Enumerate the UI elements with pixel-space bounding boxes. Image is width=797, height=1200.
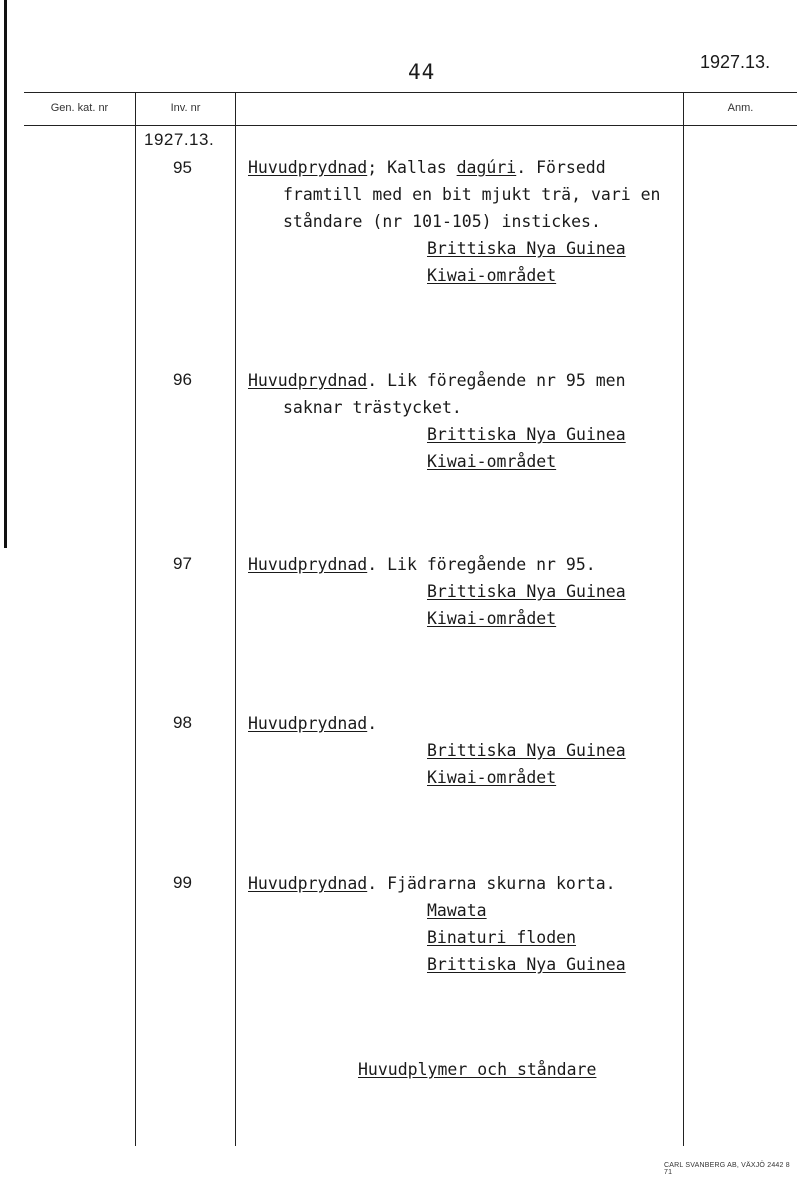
native-term: dagúri: [456, 158, 517, 177]
inventory-number: 99: [173, 873, 192, 892]
place-name: Brittiska Nya Guinea: [427, 955, 626, 974]
section-heading: Huvudplymer och ståndare: [358, 1060, 597, 1079]
column-rule-inv-text: [235, 92, 236, 1146]
entry-line: [248, 367, 626, 394]
inventory-year-label: 1927.13.: [144, 130, 215, 149]
place-name: Brittiska Nya Guinea: [427, 425, 626, 444]
binding-edge-mark: [4, 0, 7, 548]
entry-line: [248, 710, 377, 737]
inventory-number: 96: [173, 370, 192, 389]
entry-line: saknar trästycket.: [283, 398, 462, 417]
place-name: Binaturi floden: [427, 928, 577, 947]
entry-text: .: [367, 714, 378, 733]
table-top-rule: [24, 92, 797, 93]
object-title: Huvudprydnad: [248, 158, 368, 177]
place-name: Mawata: [427, 901, 487, 920]
column-header-gen-kat: Gen. kat. nr: [50, 102, 109, 114]
object-title: Huvudprydnad: [248, 714, 368, 733]
entry-text: . Lik föregående nr 95 men: [367, 371, 626, 390]
entry-line: ståndare (nr 101-105) instickes.: [283, 212, 601, 231]
entry-text: . Försedd: [516, 158, 606, 177]
header-bottom-rule: [24, 125, 797, 126]
entry-text: ; Kallas: [367, 158, 457, 177]
place-name: Kiwai-området: [427, 452, 557, 471]
inventory-number: 98: [173, 713, 192, 732]
entry-line: [248, 870, 616, 897]
place-name: Kiwai-området: [427, 768, 557, 787]
place-name: Brittiska Nya Guinea: [427, 582, 626, 601]
place-name: Brittiska Nya Guinea: [427, 741, 626, 760]
catalog-number: 1927.13.: [700, 52, 771, 72]
place-name: Kiwai-området: [427, 609, 557, 628]
place-name: Brittiska Nya Guinea: [427, 239, 626, 258]
column-header-inv: Inv. nr: [170, 102, 201, 114]
inventory-number: 95: [173, 158, 192, 177]
entry-text: . Lik föregående nr 95.: [367, 555, 596, 574]
object-title: Huvudprydnad: [248, 874, 368, 893]
object-title: Huvudprydnad: [248, 371, 368, 390]
page-number: 44: [408, 60, 436, 84]
entry-line: [248, 154, 606, 181]
entry-text: . Fjädrarna skurna korta.: [367, 874, 616, 893]
place-name: Kiwai-området: [427, 266, 557, 285]
column-header-anm: Anm.: [727, 102, 754, 114]
column-rule-text-anm: [683, 92, 684, 1146]
object-title: Huvudprydnad: [248, 555, 368, 574]
inventory-number: 97: [173, 554, 192, 573]
printer-imprint: CARL SVANBERG AB, VÄXJÖ 2442 8 71: [664, 1162, 790, 1176]
entry-line: framtill med en bit mjukt trä, vari en: [283, 185, 661, 204]
entry-line: [248, 551, 596, 578]
column-rule-gen-inv: [135, 92, 136, 1146]
